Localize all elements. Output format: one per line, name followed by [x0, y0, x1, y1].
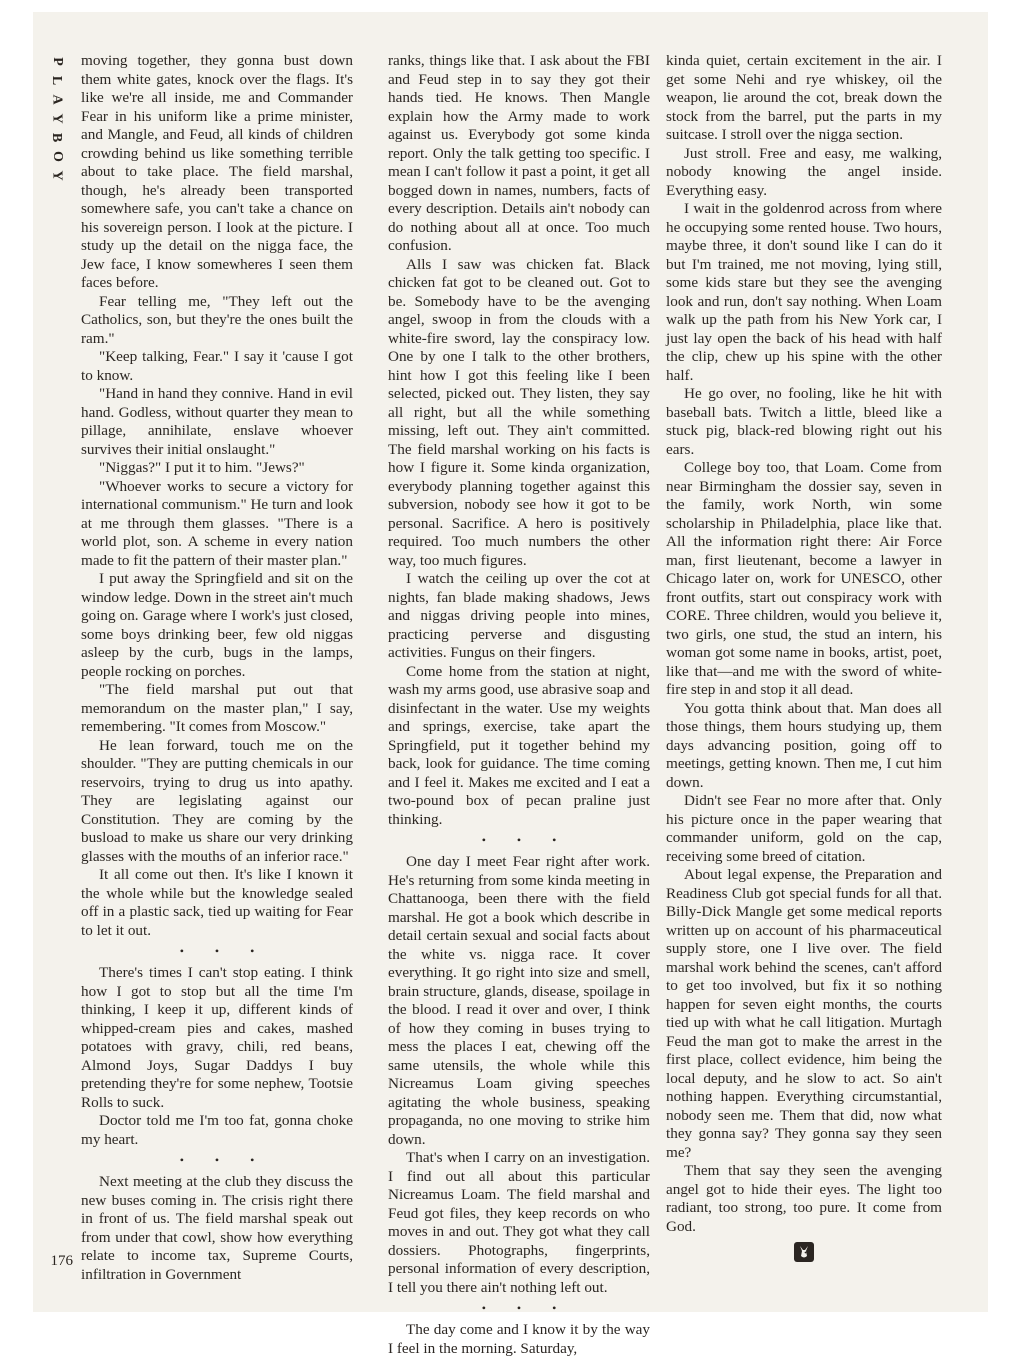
paragraph: That's when I carry on an investigation. I find out all about this particular Nicreamus Loam. The field marshal and Feud got files, they keep records on who moves in and out. They got what they call dossiers. Photographs, fingerprints, personal information of every description, I tell you there ain't nothing left out. — [388, 1149, 650, 1296]
paragraph: "The field marshal put out that memorandum on the master plan," I say, remembering. "It comes from Moscow." — [81, 681, 353, 735]
paragraph: Next meeting at the club they discuss the new buses coming in. The crisis right there in front of us. The field marshal speak out from under that cowl, show how everything relate to income tax, Supreme Courts, infiltration in Government — [81, 1173, 353, 1283]
text-column-3 — [666, 52, 942, 1262]
paragraph: I put away the Springfield and sit on the window ledge. Down in the street ain't much going on. Garage where I work's just closed, some boys drinking beer, few old niggas asleep by the curb, bugs in the lamps, people rocking on porches. — [81, 570, 353, 680]
paragraph: Fear telling me, "They left out the Catholics, son, but they're the ones built the ram." — [81, 292, 353, 347]
paragraph: Come home from the station at night, wash my arms good, use abrasive soap and disinfectant in the water. Use my weights and springs, exercise, take apart the Springfield, put it together behind my back, look for guidance. The time coming and I feel it. Makes me excited and I eat a two-pound box of pecan praline just thinking. — [388, 662, 650, 828]
magazine-page — [33, 12, 988, 1357]
section-break: • • • — [481, 1301, 571, 1315]
paragraph: I wait in the goldenrod across from where he occupying some rented house. Two hours, maybe three, it don't sound like I can do it but I'm trained, me not moving, lying still, some kids stare but they see the avenging look and run, don't say nothing. When Loam walk up the path from his New York car, I just lay open the back of his head with half the clip, chew up his spine with the other half. — [666, 200, 942, 384]
paragraph: He go over, no fooling, like he hit with baseball bats. Twitch a little, bleed like a stuck pig, black-red blowing right out his ears. — [666, 385, 942, 458]
paragraph: "Niggas?" I put it to him. "Jews?" — [99, 459, 305, 476]
paragraph: Doctor told me I'm too fat, gonna choke my heart. — [81, 1112, 353, 1148]
rabbit-head-icon — [794, 1242, 814, 1262]
masthead-letter: A — [49, 94, 65, 105]
paragraph: Just stroll. Free and easy, me walking, nobody knowing the angel inside. Everything easy. — [666, 144, 942, 199]
masthead-letter: Y — [49, 113, 65, 124]
section-break: • • • — [179, 944, 269, 958]
paragraph: "Keep talking, Fear." I say it 'cause I got to know. — [81, 348, 353, 384]
paragraph: kinda quiet, certain excitement in the air. I get some Nehi and rye whiskey, oil the weapon, lie around the cot, break down the stock from the barrel, put the parts in my suitcase. I stroll over the nigga section. — [666, 52, 942, 143]
section-break: • • • — [481, 833, 571, 847]
masthead-letter: B — [49, 132, 65, 143]
paragraph: College boy too, that Loam. Come from near Birmingham the dossier say, seven in the family, work North, win some scholarship in Philadelphia, place like that. All the information right there: Air Force man, first lieutenant, become a lawyer in Chicago later on, work for UNESCO, other front outfits, start out conspiracy work with CORE. Three children, would you believe it, two girls, one stud, the stud an intern, his woman got some name in books, artist, poet, like that—and me with the sword of white-fire step in and stop it all dead. — [666, 459, 942, 698]
paragraph: Alls I saw was chicken fat. Black chicken fat got to be cleaned out. Got to be. Somebody have to be the avenging angel, swoop in from the clouds with a white-fire sword, lay the conspiracy low. One by one I talk to the other brothers, hint how I got this feeling like I been selected, picked out. They listen, they say all right, but all the while something missing, left out. They ain't committed. The field marshal working on his facts is how I figure it. Some kinda organization, everybody planning together against this subversion, nobody see how it got to be personal. Sacrifice. A hero is positively required. Too much numbers the other way, too much figures. — [388, 255, 650, 569]
text-column-1 — [81, 52, 353, 1284]
page-number: 176 — [50, 1253, 73, 1269]
section-break: • • • — [179, 1153, 269, 1167]
paragraph: moving together, they gonna bust down them white gates, knock over the flags. It's like we're all inside, me and Commander Fear in his uniform like a prime minister, and Mangle, and Feud, all kinds of children crowding behind us like something terrible about to take place. The field marshal, though, he's already been transported somewhere safe, you can't take a chance on his sovereign person. I look at the picture. I study up the detail on the nigga face, the Jew face, I know somewheres I seen them faces before. — [81, 52, 353, 291]
masthead-letter: P — [49, 57, 65, 66]
paragraph: Them that say they seen the avenging angel got to hide their eyes. The light too radiant, too strong, too pure. It come from God. — [666, 1162, 942, 1235]
paragraph: It all come out then. It's like I known it the whole while but the knowledge sealed off in a plastic sack, tied up waiting for Fear to let it out. — [81, 866, 353, 939]
paragraph: I watch the ceiling up over the cot at nights, fan blade making shadows, Jews and niggas driving people into mines, practicing perverse and disgusting activities. Fungus on their fingers. — [388, 570, 650, 661]
paragraph: ranks, things like that. I ask about the FBI and Feud step in to say they got their hands tied. He knows. Then Mangle explain how the Army made to work against us. Everybody got some kinda report. Only the talk getting too specific. I mean I can't follow it past a point, it get all bogged down in names, numbers, facts of every description. Details ain't nobody can do nothing about all at once. Too much confusion. — [388, 52, 650, 254]
masthead-letter: O — [49, 151, 65, 162]
masthead — [45, 52, 69, 185]
paragraph: He lean forward, touch me on the shoulder. "They are putting chemicals in our reservoirs, trying to drug us into apathy. They are legislating against our Constitution. They are coming by the busload to make us share our very drinking glasses with the mouths of an inferior race." — [81, 736, 353, 865]
paragraph: The day come and I know it by the way I feel in the morning. Saturday, — [388, 1321, 650, 1357]
paragraph: Didn't see Fear no more after that. Only his picture once in the paper wearing that commander uniform, gold on the cap, receiving some breed of citation. — [666, 792, 942, 865]
paragraph: About legal expense, the Preparation and Readiness Club got special funds for all that. Billy-Dick Mangle get some medical reports written up on account of his pharmaceutical supply store, one I live over. The field marshal work behind the scenes, can't afford to get too involved, but fix it so nothing happen for seven eight months, the courts tied up with what he call litigation. Murtagh Feud the man got to make the arrest in the first place, collect evidence, him being the local deputy, and he slow to act. So ain't nothing happen. Everything circumstantial, nobody seen me. Them that did, now what they gonna say? They gonna say they seen me? — [666, 866, 942, 1161]
masthead-letter: L — [49, 75, 65, 86]
paragraph: There's times I can't stop eating. I think how I got to stop but all the time I'm thinking, I keep it up, different kinds of whipped-cream pies and cakes, mashed potatoes with gravy, chili, red beans, Almond Joys, Sugar Daddys I buy pretending they're for some nephew, Tootsie Rolls to suck. — [81, 964, 353, 1111]
paragraph: "Whoever works to secure a victory for international communism." He turn and look at me through them glasses. "There is a world plot, son. A scheme in every nation made to fit the pattern of their master plan." — [81, 477, 353, 569]
paragraph: One day I meet Fear right after work. He's returning from some kinda meeting in Chattanooga, been there with the field marshal. He got a book which describe in detail certain sexual and social facts about the white vs. nigga race. It cover everything. It go right into size and smell, brain structure, glands, disease, spoilage in the blood. I read it over and over, I think of how they coming in buses trying to mess the places I eat, chewing off the same utensils, the whole while this Nicreamus Loam giving speeches agitating the whole business, speaking propaganda, no one moving to strike him down. — [388, 853, 650, 1148]
text-column-2 — [388, 52, 650, 1358]
paragraph: You gotta think about that. Man does all those things, them hours studying up, them days advancing position, going off to meetings, getting known. Then me, I cut him down. — [666, 699, 942, 791]
masthead-letter: Y — [49, 170, 65, 181]
paragraph: "Hand in hand they connive. Hand in evil hand. Godless, without quarter they mean to pillage, annihilate, enslave whoever survives their initial onslaught." — [81, 385, 353, 458]
